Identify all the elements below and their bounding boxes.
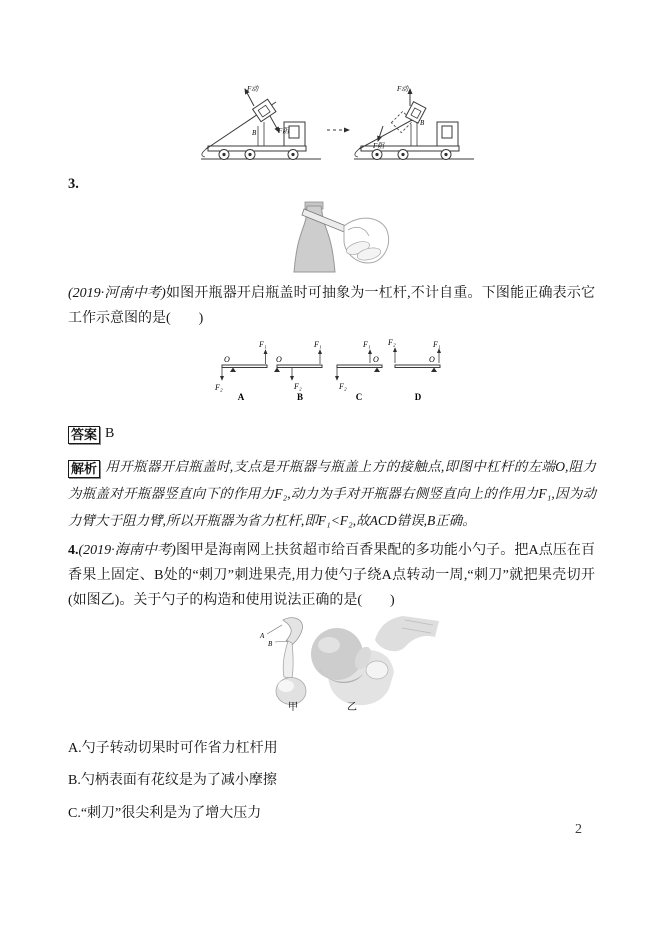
- spoon-jia: [259, 618, 306, 713]
- lever-option-c: [337, 340, 382, 402]
- lever-option-d: [387, 338, 441, 402]
- photo-yi: [311, 616, 439, 713]
- passion-fruit: [311, 628, 363, 680]
- resist-force-label: F阻: [278, 127, 290, 135]
- analysis-text: 用开瓶器开启瓶盖时,支点是开瓶器与瓶盖上方的接触点,即图中杠杆的左端O,阻力为瓶盖对开瓶器竖直向下的作用力F₂,动力为手对开瓶器右侧竖直向上的作用力F₁,因为动力臂大于阻力臂,所以开瓶器为省力杠杆,即F₁<F₂,故ACD错误,B正确。: [68, 459, 596, 528]
- fulcrum-o-label: O: [276, 355, 282, 364]
- panel-letter: A: [237, 392, 245, 402]
- analysis-paragraph: [68, 453, 596, 534]
- q4-number: 4.: [68, 543, 79, 558]
- f1-label: F₁: [314, 340, 322, 349]
- point-b-label: B: [268, 640, 273, 648]
- applied-force-label: F动: [397, 85, 409, 93]
- q3-source: (2019·河南中考): [68, 286, 166, 301]
- cart-before: [201, 85, 321, 160]
- q4-source: (2019·海南中考): [78, 543, 176, 558]
- q4-option-a: A.勺子转动切果时可作省力杠杆用: [68, 741, 278, 756]
- lever-option-b: [274, 340, 322, 402]
- trailer-lever-figure: [200, 82, 475, 166]
- cart-after: [354, 85, 474, 160]
- lever-option-a: [214, 340, 267, 402]
- f1-label: F₁: [259, 340, 267, 349]
- spoon-bowl-in-photo: [366, 661, 388, 679]
- f1-label: F₁: [433, 340, 441, 349]
- q4-option-c: C.“刺刀”很尖利是为了增大压力: [68, 806, 262, 821]
- q4-stem-text: 图甲是海南网上扶贫超市给百香果配的多功能小勺子。把A点压在百香果上固定、B处的“刺刀”刺进果壳,用力使勺子绕A点转动一周,“刺刀”就把果壳切开(如图乙)。关于勺子的构造和使用说法正确的是( ): [68, 543, 596, 608]
- q4-option-b: B.勺柄表面有花纹是为了减小摩擦: [68, 773, 277, 788]
- applied-force-label: F动: [247, 85, 259, 93]
- f2-label: F₂: [388, 338, 396, 347]
- pivot-label: B: [252, 129, 257, 137]
- analysis-tag: 解析: [68, 460, 100, 478]
- fulcrum-o-label: O: [429, 355, 435, 364]
- page-number: 2: [575, 822, 582, 837]
- q3-stem-text: 如图开瓶器开启瓶盖时可抽象为一杠杆,不计自重。下图能正确表示它工作示意图的是( ): [68, 286, 596, 326]
- pivot-label: B: [420, 119, 425, 127]
- caption-jia: 甲: [288, 702, 298, 713]
- answer-tag: 答案: [68, 426, 100, 444]
- answer-value: B: [105, 426, 115, 441]
- fulcrum-o-label: O: [373, 355, 379, 364]
- caption-yi: 乙: [347, 702, 357, 713]
- bottle-opener-figure: [278, 196, 393, 276]
- lever-options-figure: [203, 336, 458, 404]
- load-box: [253, 99, 276, 122]
- q3-number: 3.: [68, 176, 79, 192]
- upper-hand: [375, 616, 439, 651]
- spoon-figure: [255, 610, 455, 715]
- f1-label: F₁: [363, 340, 371, 349]
- fulcrum-o-label: O: [224, 355, 230, 364]
- point-a-label: A: [260, 632, 265, 640]
- spoon-handle: [283, 641, 293, 678]
- f2-label: F₂: [215, 383, 223, 392]
- resist-force-label: F阻: [373, 142, 385, 150]
- f2-label: F₂: [339, 382, 347, 391]
- hand: [344, 218, 389, 263]
- panel-letter: D: [414, 392, 422, 402]
- panel-letter: C: [355, 392, 363, 402]
- f2-label: F₂: [294, 382, 302, 391]
- q3-stem: [68, 281, 595, 331]
- answer-row: [68, 424, 114, 444]
- panel-letter: B: [296, 392, 304, 402]
- q4-stem: [68, 538, 595, 613]
